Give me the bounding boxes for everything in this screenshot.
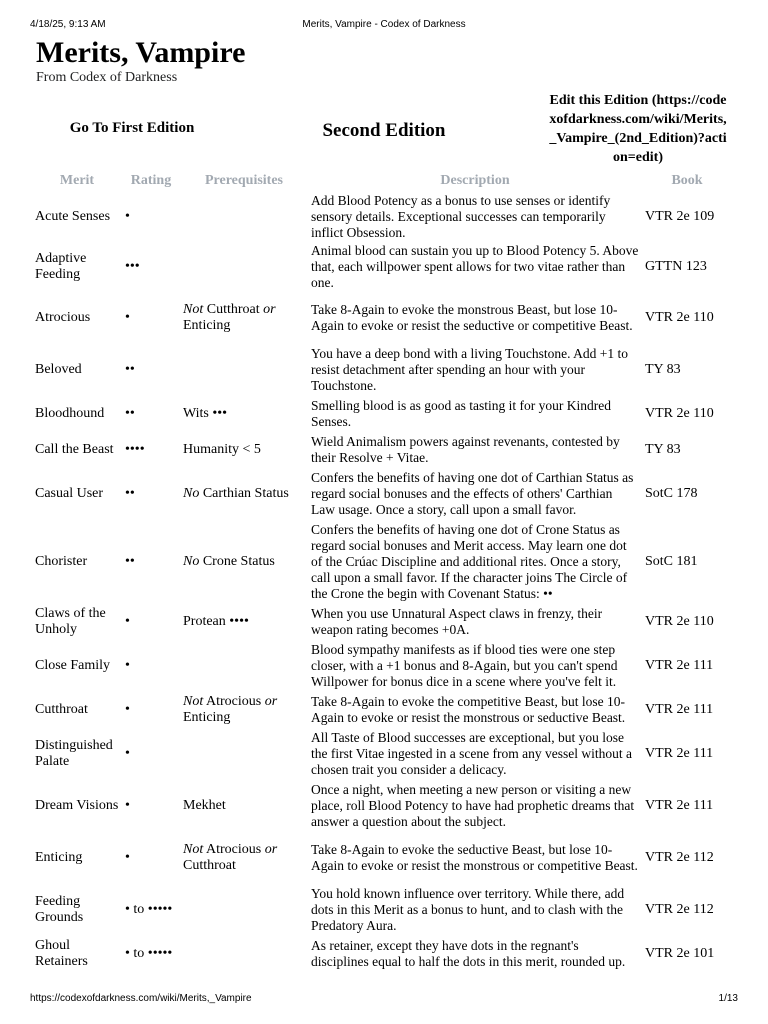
merit-prerequisites xyxy=(180,640,308,692)
merit-rating: •• xyxy=(125,554,135,569)
prereq-text: Protean •••• xyxy=(183,614,249,629)
table-body xyxy=(32,192,732,972)
merit-book: TY 83 xyxy=(645,362,681,377)
merit-name: Distinguished Palate xyxy=(35,738,113,769)
merit-rating: ••• xyxy=(125,259,140,274)
prereq-text: Cutthroat or Enticing xyxy=(183,302,276,333)
print-doc-title: Merits, Vampire - Codex of Darkness xyxy=(302,19,466,30)
prereq-qualifier: No xyxy=(183,554,200,569)
merit-book: VTR 2e 110 xyxy=(645,406,714,421)
merit-prerequisites xyxy=(180,692,308,728)
merit-name: Beloved xyxy=(35,362,82,377)
merit-description: Smelling blood is as good as tasting it for your Kindred Senses. xyxy=(311,398,611,429)
merit-name: Bloodhound xyxy=(35,406,105,421)
merit-prerequisites xyxy=(180,468,308,520)
merit-book: VTR 2e 111 xyxy=(645,658,714,673)
prereq-or: or xyxy=(263,302,276,317)
merit-description: You hold known influence over territory. While there, add dots in this Merit as a bonus to hunt, and to clash with the Predatory Aura. xyxy=(311,886,625,933)
table-row xyxy=(32,832,732,884)
prereq-qualifier: Not xyxy=(183,302,204,317)
merit-name: Feeding Grounds xyxy=(35,894,84,925)
merit-description: Wield Animalism powers against revenants, contested by their Resolve + Vitae. xyxy=(311,434,620,465)
edit-edition-link[interactable]: Edit this Edition (https://codexofdarkness.com/wiki/Merits,_Vampire_(2nd_Edition)?action=edit) xyxy=(549,93,727,165)
merit-description: Once a night, when meeting a new person or visiting a new place, roll Blood Potency to have had prophetic dreams that answer a question about the subject. xyxy=(311,782,635,829)
print-page-number: 1/13 xyxy=(718,993,738,1004)
table-row xyxy=(32,292,732,344)
merit-rating: • xyxy=(125,310,130,325)
table-row xyxy=(32,728,732,780)
prereq-qualifier: No xyxy=(183,486,200,501)
table-row xyxy=(32,344,732,396)
merit-book: VTR 2e 109 xyxy=(645,209,715,224)
merit-description: Blood sympathy manifests as if blood ties were one step closer, with a +1 bonus and 8-Again, but you can't spend Willpower for bonus dice in a scene where you've felt it. xyxy=(311,642,618,689)
merit-prerequisites xyxy=(180,604,308,640)
prereq-text: Wits ••• xyxy=(183,406,228,421)
merit-description: Confers the benefits of having one dot of Crone Status as regard social bonuses and Merit access. May learn one dot of the Crúac Discipline and additional rites. Once a story, call upon a small favor. If the character joins The Circle of the Crone the begin with Covenant Status: •• xyxy=(311,522,628,601)
merit-name: Atrocious xyxy=(35,310,91,325)
prereq-qualifier: Not xyxy=(183,842,204,857)
table-row xyxy=(32,604,732,640)
merit-prerequisites xyxy=(180,884,308,936)
prereq-or: or xyxy=(264,694,278,709)
merit-description: Take 8-Again to evoke the competitive Beast, but lose 10-Again to evoke or resist the monstrous or seductive Beast. xyxy=(311,694,626,725)
col-header-description[interactable]: Description xyxy=(440,173,510,188)
prereq-qualifier: Not xyxy=(183,694,204,709)
merit-name: Enticing xyxy=(35,850,83,865)
merit-description: All Taste of Blood successes are exceptional, but you lose the first Vitae ingested in a scene from any vessel without a chosen trait you consider a delicacy. xyxy=(311,730,632,777)
merit-description: When you use Unnatural Aspect claws in frenzy, their weapon rating becomes +0A. xyxy=(311,606,603,637)
merit-prerequisites xyxy=(180,344,308,396)
merit-book: VTR 2e 110 xyxy=(645,310,714,325)
prereq-text: Atrocious or Enticing xyxy=(183,694,278,725)
merit-name: Cutthroat xyxy=(35,702,88,717)
merit-rating: • xyxy=(125,798,130,813)
merit-prerequisites xyxy=(180,780,308,832)
col-header-merit[interactable]: Merit xyxy=(59,173,95,188)
table-row xyxy=(32,640,732,692)
merit-book: SotC 178 xyxy=(645,486,698,501)
col-header-prerequisites[interactable]: Prerequisites xyxy=(204,173,284,188)
table-row xyxy=(32,432,732,468)
merit-prerequisites xyxy=(180,832,308,884)
prereq-text: Humanity < 5 xyxy=(183,442,261,457)
go-to-first-edition-link[interactable]: Go To First Edition xyxy=(69,120,195,136)
merit-book: VTR 2e 111 xyxy=(645,746,714,761)
merit-name: Acute Senses xyxy=(35,209,111,224)
merit-book: VTR 2e 111 xyxy=(645,702,714,717)
merit-name: Ghoul Retainers xyxy=(35,938,88,969)
merit-description: Take 8-Again to evoke the seductive Beast, but lose 10-Again to evoke or resist the monstrous or competitive Beast. xyxy=(311,842,638,873)
merit-rating: • xyxy=(125,614,130,629)
merit-rating: • xyxy=(125,702,130,717)
merit-book: VTR 2e 110 xyxy=(645,614,714,629)
merit-prerequisites xyxy=(180,242,308,292)
merit-name: Adaptive Feeding xyxy=(35,251,87,282)
merit-name: Chorister xyxy=(35,554,88,569)
prereq-text: Carthian Status xyxy=(199,486,289,501)
table-row xyxy=(32,692,732,728)
page-title: Merits, Vampire xyxy=(36,36,246,69)
merit-rating: • to ••••• xyxy=(125,946,173,961)
merit-book: SotC 181 xyxy=(645,554,698,569)
table-header-row xyxy=(32,170,732,192)
col-header-rating[interactable]: Rating xyxy=(130,173,172,188)
prereq-text: Mekhet xyxy=(183,798,226,813)
table-row xyxy=(32,780,732,832)
merit-prerequisites xyxy=(180,936,308,972)
merits-table xyxy=(32,170,732,972)
print-datetime: 4/18/25, 9:13 AM xyxy=(30,19,106,30)
merit-book: GTTN 123 xyxy=(645,259,707,274)
merit-description: As retainer, except they have dots in the regnant's disciplines equal to half the dots in this merit, rounded up. xyxy=(311,938,626,969)
prereq-or: or xyxy=(264,842,278,857)
merit-rating: •• xyxy=(125,406,135,421)
merit-description: Take 8-Again to evoke the monstrous Beast, but lose 10-Again to evoke or resist the seductive or competitive Beast. xyxy=(311,302,633,333)
merit-rating: • xyxy=(125,658,130,673)
table-row xyxy=(32,520,732,604)
merit-description: You have a deep bond with a living Touchstone. Add +1 to resist detachment after spending an hour with your Touchstone. xyxy=(311,346,629,393)
merit-rating: •••• xyxy=(125,442,145,457)
table-row xyxy=(32,936,732,972)
col-header-book[interactable]: Book xyxy=(671,173,703,188)
merit-name: Call the Beast xyxy=(35,442,114,457)
merit-rating: • xyxy=(125,746,130,761)
merit-rating: • to ••••• xyxy=(125,902,173,917)
merit-book: VTR 2e 112 xyxy=(645,902,714,917)
merit-description: Add Blood Potency as a bonus to use senses or identify sensory details. Exceptional successes can temporarily inflict Obsession. xyxy=(311,193,611,240)
prereq-text: Crone Status xyxy=(199,554,275,569)
merit-prerequisites xyxy=(180,396,308,432)
merit-prerequisites xyxy=(180,728,308,780)
table-row xyxy=(32,396,732,432)
merit-name: Casual User xyxy=(35,486,104,501)
table-row xyxy=(32,468,732,520)
table-row xyxy=(32,192,732,242)
merit-book: VTR 2e 112 xyxy=(645,850,714,865)
merit-book: VTR 2e 111 xyxy=(645,798,714,813)
merit-prerequisites xyxy=(180,520,308,604)
merit-rating: • xyxy=(125,209,130,224)
page-subtitle: From Codex of Darkness xyxy=(36,70,178,85)
merit-description: Confers the benefits of having one dot of Carthian Status as regard social bonuses and the effects of others' Carthian Law usage. Once a story, call upon a small favor. xyxy=(311,470,634,517)
merit-book: VTR 2e 101 xyxy=(645,946,715,961)
merit-name: Close Family xyxy=(35,658,111,673)
table-row xyxy=(32,884,732,936)
merit-prerequisites xyxy=(180,432,308,468)
merit-rating: •• xyxy=(125,486,135,501)
second-edition-label: Second Edition xyxy=(322,120,446,141)
merit-rating: •• xyxy=(125,362,135,377)
print-url: https://codexofdarkness.com/wiki/Merits,_Vampire xyxy=(30,993,252,1004)
merit-book: TY 83 xyxy=(645,442,681,457)
merit-prerequisites xyxy=(180,292,308,344)
merit-description: Animal blood can sustain you up to Blood Potency 5. Above that, each willpower spent allows for two vitae rather than one. xyxy=(311,243,639,290)
merit-prerequisites xyxy=(180,192,308,242)
merit-name: Claws of the Unholy xyxy=(35,606,106,637)
table-row xyxy=(32,242,732,292)
merit-name: Dream Visions xyxy=(35,798,119,813)
merit-rating: • xyxy=(125,850,130,865)
prereq-text: Atrocious or Cutthroat xyxy=(183,842,278,873)
